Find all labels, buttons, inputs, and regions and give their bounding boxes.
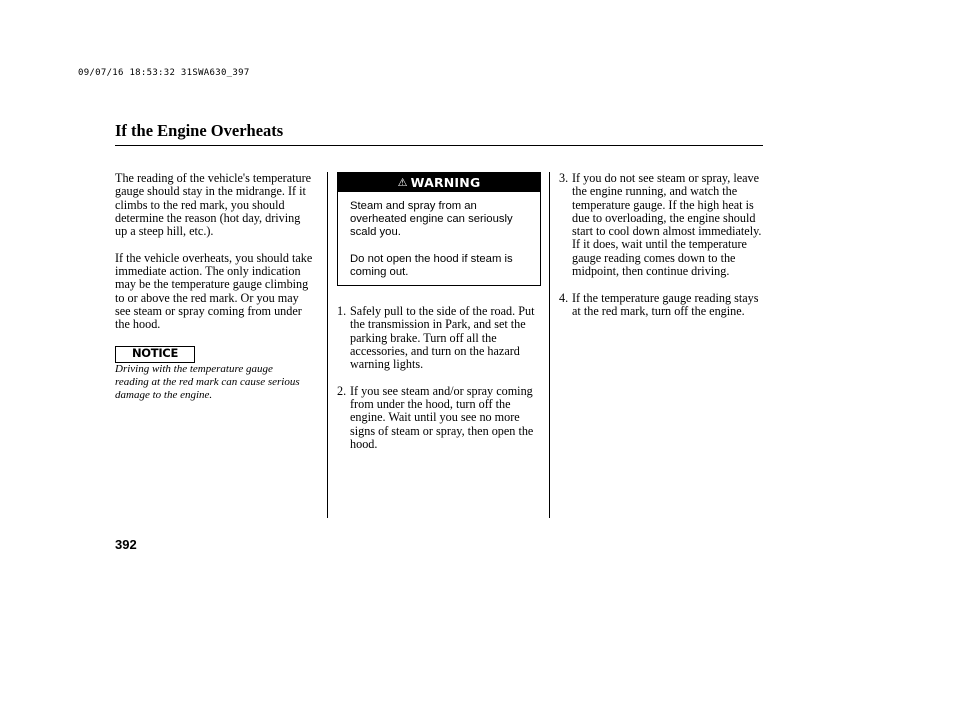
step-text: If you do not see steam or spray, leave the engine running, and watch the temperature gauge. If the high heat is due to overloading, the engine should start to cool down almost immediately. If it does, wait until the temperature gauge reading comes down to the midpoint, then continue driving. [572,171,762,279]
warning-triangle-icon: ⚠ [397,176,408,189]
column-divider-left [327,172,328,518]
intro-column [115,172,315,402]
step-item [559,292,769,319]
step-text: If you see steam and/or spray coming from under the hood, turn off the engine. Wait until you see no more signs of steam or spray, then open the hood. [350,383,534,451]
intro-paragraph-1: The reading of the vehicle's temperature gauge should stay in the midrange. If it climbs to the red mark, you should determine the reason (hot day, driving up a steep hill, etc.). [115,171,312,239]
column-divider-right [549,172,550,518]
intro-paragraph-2: If the vehicle overheats, you should take immediate action. The only indication may be the temperature gauge climbing to or above the red mark. Or you may see steam or spray coming from under the hood. [115,250,313,332]
print-header-meta: 09/07/16 18:53:32 31SWA630_397 [78,68,250,78]
page-title: If the Engine Overheats [115,121,284,140]
warning-text-2: Do not open the hood if steam is coming out. [350,252,513,278]
steps-list-right [559,172,769,318]
step-number: 1. [337,304,347,318]
warning-text-1: Steam and spray from an overheated engine can seriously scald you. [350,200,513,239]
steps-list-middle [337,305,537,451]
step-item [337,305,537,371]
warning-label: WARNING [410,175,481,190]
step-item [559,172,769,278]
step-item [337,385,537,451]
notice-badge: NOTICE [115,346,195,363]
step-number: 4. [559,290,569,305]
title-divider [115,145,763,146]
warning-body [350,200,535,279]
warning-box [337,172,541,286]
page-number: 392 [115,537,137,552]
step-text: If the temperature gauge reading stays at the red mark, turn off the engine. [572,290,759,318]
step-text: Safely pull to the side of the road. Put the transmission in Park, and set the parking brake. Turn off all the accessories, and turn on the hazard warning lights. [350,304,535,372]
step-number: 3. [559,171,569,185]
notice-text: Driving with the temperature gauge reading at the red mark can cause serious damage to the engine. [115,362,300,401]
warning-banner [338,173,540,192]
step-number: 2. [337,383,347,398]
